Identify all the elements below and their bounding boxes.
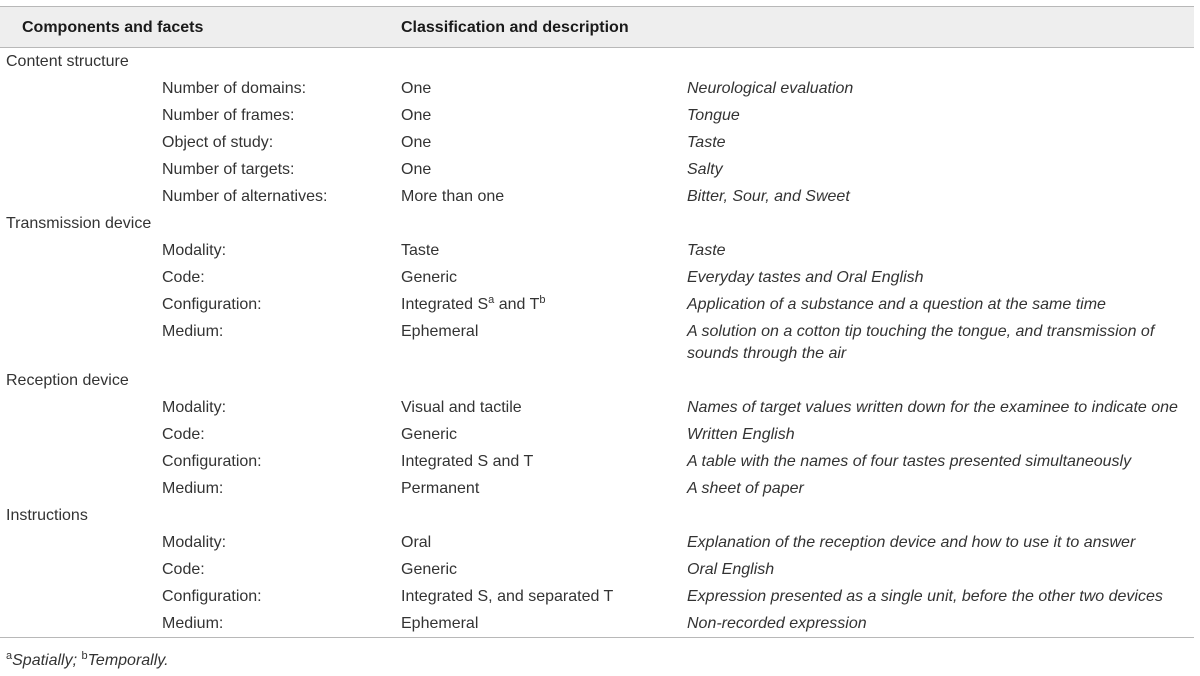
table-row (0, 583, 1194, 610)
table-row (0, 529, 1194, 556)
facet-label: Number of domains: (162, 80, 307, 97)
classification-value: More than one (401, 188, 505, 205)
classification-value: Oral (401, 534, 432, 551)
facet-label: Configuration: (162, 296, 262, 313)
facet-label: Code: (162, 561, 205, 578)
classification-value: Integrated S and T (401, 453, 534, 470)
facet-label: Modality: (162, 399, 227, 416)
table-row (0, 610, 1194, 637)
description-value: A table with the names of four tastes presented simultaneously (687, 453, 1132, 470)
facet-label: Medium: (162, 480, 224, 497)
footnote-mark-b: b (81, 650, 88, 662)
description-value: Names of target values written down for the examinee to indicate one (687, 399, 1178, 416)
classification-value: Integrated S, and separated T (401, 588, 614, 605)
description-value: Everyday tastes and Oral English (687, 269, 924, 286)
description-value: Expression presented as a single unit, before the other two devices (687, 588, 1163, 605)
section-content-structure (0, 48, 1194, 75)
description-value: A sheet of paper (687, 480, 804, 497)
classification-value: One (401, 107, 432, 124)
section-reception-device (0, 367, 1194, 394)
classification-value: One (401, 80, 432, 97)
description-value: Application of a substance and a question at the same time (687, 296, 1106, 313)
table-row (0, 318, 1194, 367)
description-value: Salty (687, 161, 723, 178)
description-value: Taste (687, 134, 726, 151)
footnote-mark-b: b (539, 294, 546, 306)
classification-value: Generic (401, 561, 458, 578)
facet-label: Configuration: (162, 453, 262, 470)
table-header (0, 7, 1194, 47)
footnote-text-a: Spatially; (12, 652, 82, 669)
table-footnote (6, 651, 169, 671)
classification-value: One (401, 134, 432, 151)
facet-label: Modality: (162, 534, 227, 551)
facets-table (0, 6, 1194, 638)
facet-label: Medium: (162, 615, 224, 632)
table-row (0, 129, 1194, 156)
table-row (0, 156, 1194, 183)
description-value: Neurological evaluation (687, 80, 854, 97)
table-row (0, 556, 1194, 583)
header-components-facets: Components and facets (22, 19, 204, 36)
description-value: Bitter, Sour, and Sweet (687, 188, 850, 205)
section-instructions (0, 502, 1194, 529)
classification-value: Visual and tactile (401, 399, 522, 416)
classification-value: One (401, 161, 432, 178)
facet-label: Number of alternatives: (162, 188, 328, 205)
classification-value: Taste (401, 242, 440, 259)
footnote-text-b: Temporally. (87, 652, 169, 669)
facet-label: Number of frames: (162, 107, 295, 124)
description-value: Oral English (687, 561, 775, 578)
facet-label: Number of targets: (162, 161, 295, 178)
table-row (0, 421, 1194, 448)
classification-part: Integrated S (401, 296, 489, 313)
section-title: Content structure (6, 53, 129, 70)
table-row (0, 264, 1194, 291)
classification-value: Ephemeral (401, 615, 479, 632)
footnote-mark-a: a (488, 294, 495, 306)
description-value: Tongue (687, 107, 740, 124)
classification-value: Generic (401, 426, 458, 443)
description-value: Non-recorded expression (687, 615, 867, 632)
table-row (0, 183, 1194, 210)
facet-label: Medium: (162, 323, 224, 340)
classification-value: Ephemeral (401, 323, 479, 340)
classification-value: Permanent (401, 480, 480, 497)
table-row (0, 448, 1194, 475)
section-title: Transmission device (6, 215, 152, 232)
section-title: Instructions (6, 507, 88, 524)
table-row (0, 237, 1194, 264)
description-value: Written English (687, 426, 795, 443)
facet-label: Code: (162, 269, 205, 286)
header-classification-description: Classification and description (401, 19, 629, 36)
facet-label: Modality: (162, 242, 227, 259)
facet-label: Object of study: (162, 134, 274, 151)
table-row (0, 394, 1194, 421)
table-row (0, 475, 1194, 502)
classification-value: Generic (401, 269, 458, 286)
description-value: A solution on a cotton tip touching the tongue, and transmission of sounds through the air (687, 323, 1155, 362)
footnote-mark-a: a (6, 650, 13, 662)
section-transmission-device (0, 210, 1194, 237)
bottom-rule (0, 637, 1194, 638)
table-row (0, 291, 1194, 318)
facet-label: Code: (162, 426, 205, 443)
section-title: Reception device (6, 372, 129, 389)
classification-value (401, 294, 546, 316)
description-value: Explanation of the reception device and how to use it to answer (687, 534, 1136, 551)
description-value: Taste (687, 242, 726, 259)
table-row (0, 75, 1194, 102)
classification-part: and T (494, 296, 540, 313)
facet-label: Configuration: (162, 588, 262, 605)
table-row (0, 102, 1194, 129)
